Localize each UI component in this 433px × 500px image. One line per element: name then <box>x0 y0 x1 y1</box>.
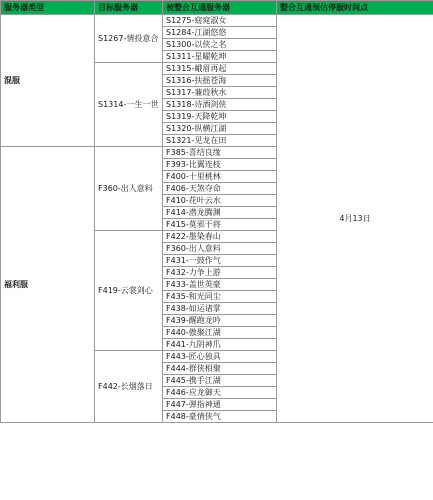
source-server-cell: S1319-天降乾坤 <box>163 111 277 123</box>
target-server-cell: F419-云裳剑心 <box>95 231 163 351</box>
source-server-cell: F448-豪情侠气 <box>163 411 277 423</box>
header-shutdown-time: 整合互通预估停服时间点 <box>277 1 433 15</box>
target-server-cell: F360-出人意料 <box>95 147 163 231</box>
source-server-cell: S1300-以侠之名 <box>163 39 277 51</box>
target-server-cell: S1314-一生一世 <box>95 63 163 147</box>
server-type-cell: 混服 <box>1 15 95 147</box>
source-server-cell: F410-花叶云水 <box>163 195 277 207</box>
source-server-cell: F446-应龙御天 <box>163 387 277 399</box>
source-server-cell: F360-出人意料 <box>163 243 277 255</box>
source-server-cell: S1316-扶摇苍海 <box>163 75 277 87</box>
source-server-cell: F393-比翼连枝 <box>163 159 277 171</box>
source-server-cell: S1317-蒹葭秋水 <box>163 87 277 99</box>
source-server-cell: F406-天煞夺命 <box>163 183 277 195</box>
table-header-row <box>1 1 433 15</box>
source-server-cell: F444-群侠相聚 <box>163 363 277 375</box>
source-server-cell: F433-盖世英豪 <box>163 279 277 291</box>
source-server-cell: F432-力争上游 <box>163 267 277 279</box>
source-server-cell: F415-莫邪干将 <box>163 219 277 231</box>
shutdown-time-cell: 4月13日 <box>277 15 433 423</box>
source-server-cell: S1284-江湖悠悠 <box>163 27 277 39</box>
source-server-cell: S1275-窈窕淑女 <box>163 15 277 27</box>
target-server-cell: F442-长烟落日 <box>95 351 163 423</box>
source-server-cell: F439-醒跑龙吟 <box>163 315 277 327</box>
table-row <box>1 15 433 27</box>
source-server-cell: F440-傲聚江湖 <box>163 327 277 339</box>
source-server-cell: F438-如运诸掌 <box>163 303 277 315</box>
source-server-cell: S1318-诗酒剑侠 <box>163 99 277 111</box>
source-server-cell: F445-携手江湖 <box>163 375 277 387</box>
source-server-cell: F414-潜龙腾渊 <box>163 207 277 219</box>
source-server-cell: S1321-见龙在田 <box>163 135 277 147</box>
source-server-cell: F447-弹指神通 <box>163 399 277 411</box>
header-target-server: 目标服务器 <box>95 1 163 15</box>
source-server-cell: F400-十里桃林 <box>163 171 277 183</box>
header-source-servers: 被整合互通服务器 <box>163 1 277 15</box>
source-server-cell: S1320-纵横江湖 <box>163 123 277 135</box>
source-server-cell: F443-匠心独具 <box>163 351 277 363</box>
source-server-cell: F435-和光同尘 <box>163 291 277 303</box>
source-server-cell: S1311-星曜乾坤 <box>163 51 277 63</box>
source-server-cell: F422-墨染春山 <box>163 231 277 243</box>
source-server-cell: F385-喜结良缘 <box>163 147 277 159</box>
source-server-cell: F441-九阴神爪 <box>163 339 277 351</box>
source-server-cell: F431-一鼓作气 <box>163 255 277 267</box>
server-type-cell: 福利服 <box>1 147 95 423</box>
source-server-cell: S1315-峨眉再起 <box>163 63 277 75</box>
header-server-type: 服务器类型 <box>1 1 95 15</box>
target-server-cell: S1267-情投意合 <box>95 15 163 63</box>
